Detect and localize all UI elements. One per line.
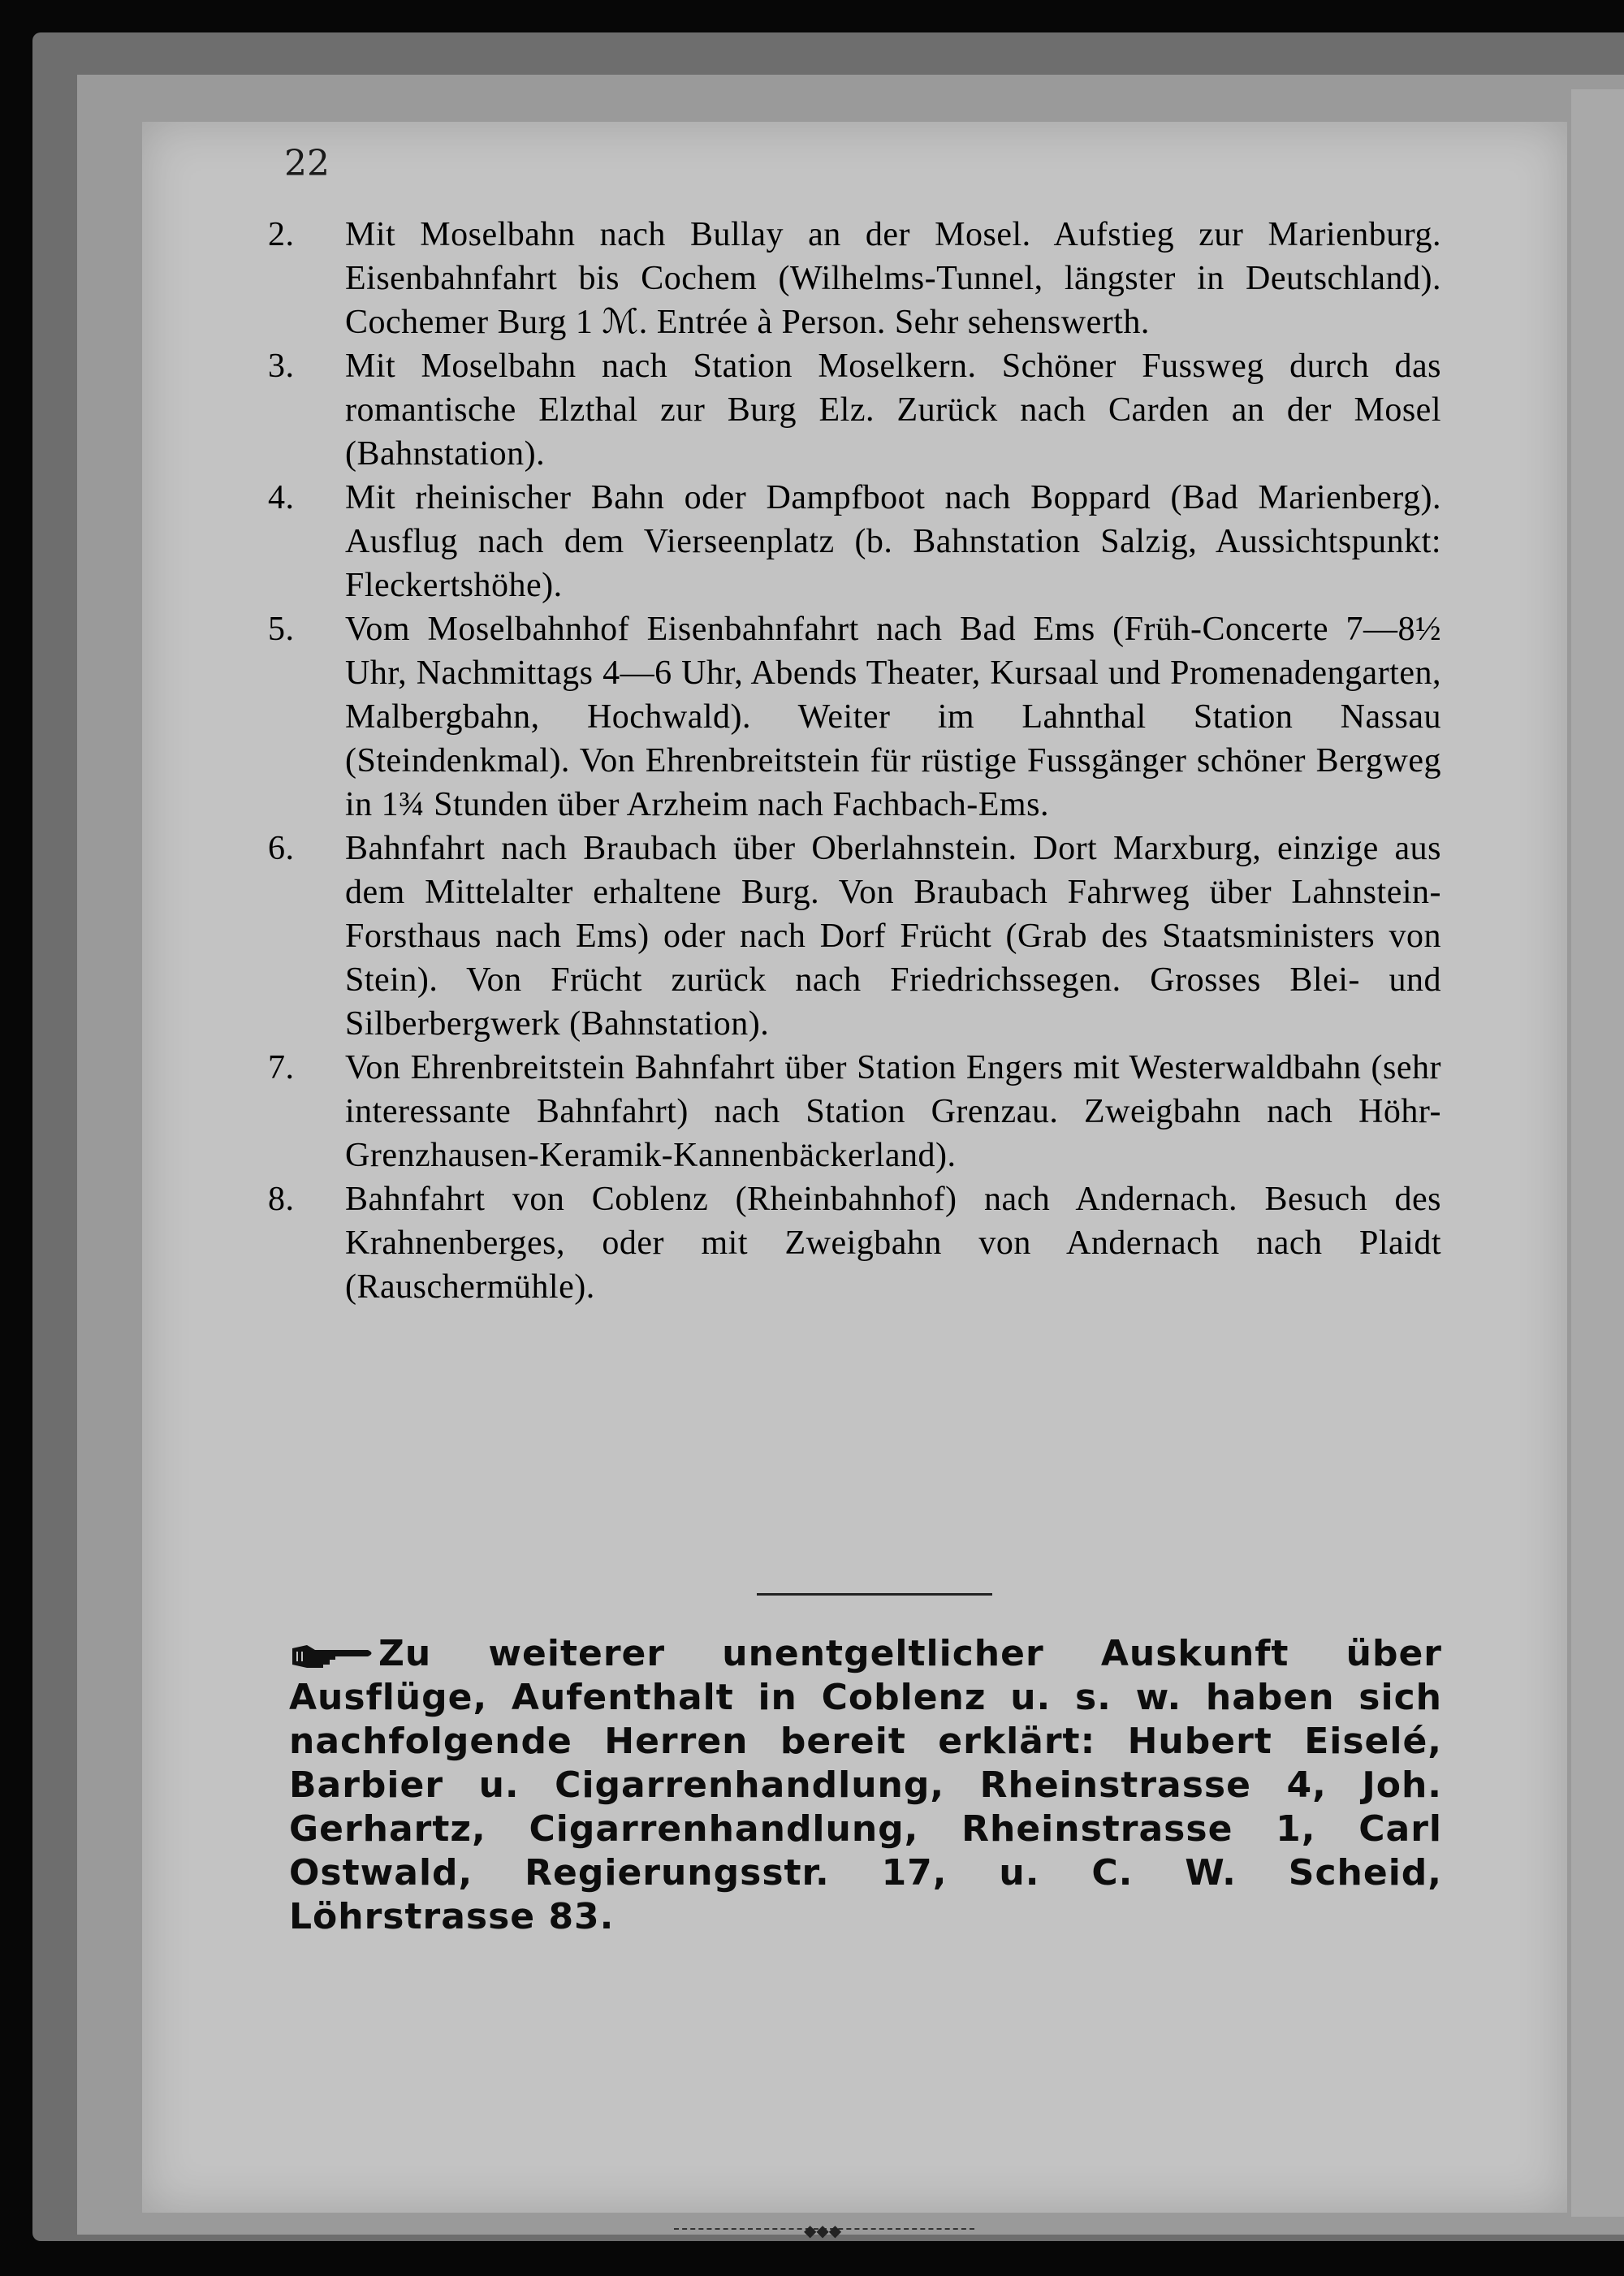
item-text: Mit Moselbahn nach Station Moselkern. Schöner Fussweg durch das romantische Elzthal zur Burg Elz. Zurück nach Carden an der Mosel (Bahnstation). [345, 348, 1441, 473]
item-number: 3. [268, 348, 295, 385]
excursion-list [268, 213, 1441, 1309]
page-number: 22 [284, 143, 330, 184]
item-number: 5. [268, 611, 295, 648]
item-text: Von Ehrenbreitstein Bahnfahrt über Station Engers mit Westerwaldbahn (sehr interessante Bahnfahrt) nach Station Grenzau. Zweigbahn nach Höhr-Grenzhausen-Keramik-Kannenbäckerland). [345, 1049, 1441, 1174]
list-item [268, 213, 1441, 344]
list-item [268, 476, 1441, 607]
item-number: 7. [268, 1049, 295, 1086]
item-text: Mit rheinischer Bahn oder Dampfboot nach Boppard (Bad Marienberg). Ausflug nach dem Vierseenplatz (b. Bahnstation Salzig, Aussichtspunkt: Fleckertshöhe). [345, 479, 1441, 604]
list-item [268, 607, 1441, 827]
item-number: 2. [268, 216, 295, 253]
list-item [268, 827, 1441, 1046]
next-page-edge [1571, 89, 1624, 2217]
item-text: Bahnfahrt von Coblenz (Rheinbahnhof) nach Andernach. Besuch des Krahnenberges, oder mit Zweigbahn von Andernach nach Plaidt (Rauschermühle). [345, 1181, 1441, 1306]
item-number: 8. [268, 1181, 295, 1218]
item-text: Vom Moselbahnhof Eisenbahnfahrt nach Bad Ems (Früh-Concerte 7—8½ Uhr, Nachmittags 4—6 Uhr, Abends Theater, Kursaal und Promenadengarten, Malbergbahn, Hochwald). Weiter im Lahnthal Station Nassau (Steindenkmal). Von Ehrenbreitstein für rüstige Fussgänger schöner Bergweg in 1¾ Stunden über Arzheim nach Fachbach-Ems. [345, 611, 1441, 823]
item-number: 4. [268, 479, 295, 516]
list-item [268, 1046, 1441, 1177]
section-divider [757, 1593, 992, 1596]
list-item [268, 344, 1441, 476]
information-notice: Zu weiterer unentgeltlicher Auskunft über Ausflüge, Aufenthalt in Coblenz u. s. w. haben sich nachfolgende Herren bereit erklärt: Hubert Eiselé, Barbier u. Cigarrenhandlung, Rheinstrasse 4, Joh. Gerhartz, Cigarrenhandlung, Rheinstrasse 1, Carl Ostwald, Regierungsstr. 17, u. C. W. Scheid, Löhrstrasse 83. [289, 1633, 1442, 1937]
list-item [268, 1177, 1441, 1309]
end-ornament [674, 2221, 974, 2240]
item-text: Mit Moselbahn nach Bullay an der Mosel. Aufstieg zur Marienburg. Eisenbahnfahrt bis Cochem (Wilhelms-Tunnel, längster in Deutschland). Cochemer Burg 1 ℳ. Entrée à Person. Sehr sehenswerth. [345, 216, 1441, 341]
item-text: Bahnfahrt nach Braubach über Oberlahnstein. Dort Marxburg, einzige aus dem Mittelalter erhaltene Burg. Von Braubach Fahrweg über Lahnstein-Forsthaus nach Ems) oder nach Dorf Frücht (Grab des Staatsministers von Stein). Von Frücht zurück nach Friedrichssegen. Grosses Blei- und Silberbergwerk (Bahnstation). [345, 830, 1441, 1043]
ornament-glyph: ◆◆◆ [804, 2221, 842, 2240]
item-number: 6. [268, 830, 295, 867]
